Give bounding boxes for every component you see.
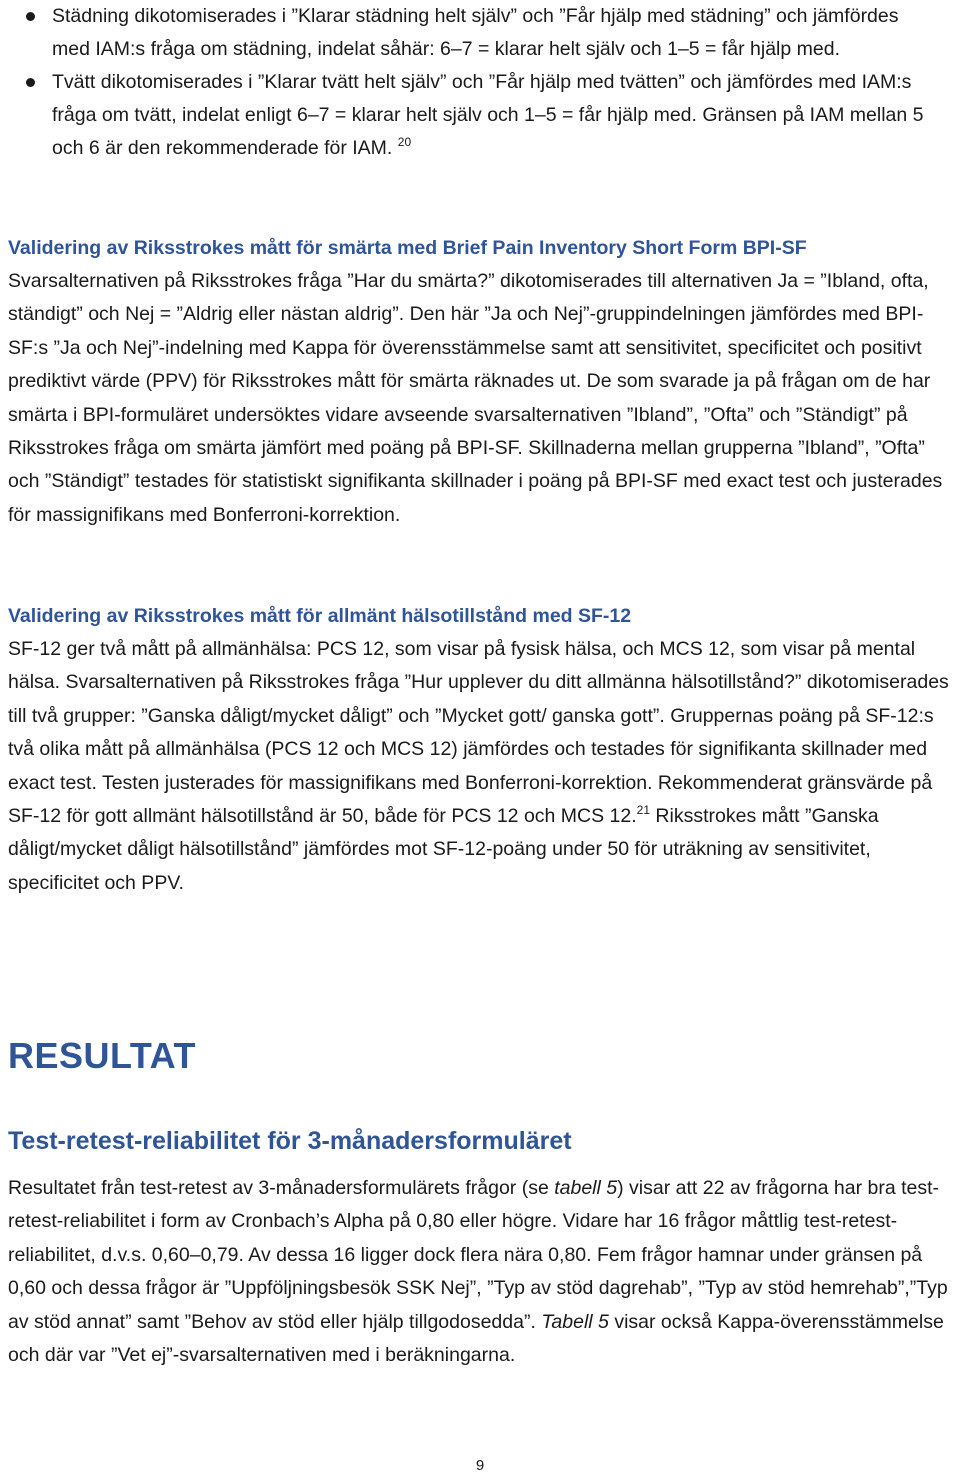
section-heading: Validering av Riksstrokes mått för allmänt hälsotillstånd med SF-12 — [8, 605, 632, 627]
section-body — [8, 633, 960, 900]
section-sf12 — [8, 600, 960, 900]
section-body-text: SF-12 ger två mått på allmänhälsa: PCS 12, som visar på fysisk hälsa, och MCS 12, som visar på mental hälsa. Svarsalternativen på Riksstrokes fråga ”Hur upplever du ditt allmänna hälsotillstånd?” dikotomiserades till två grupper: ”Ganska dåligt/mycket dåligt” och ”Mycket gott/ ganska gott”. Gruppernas poäng på SF-12:s två olika mått på allmänhälsa (PCS 12 och MCS 12) jämfördes och testades för signifikanta skillnader med exact test. Testen justerades för massignifikans med Bonferroni-korrektion. Rekommenderat gränsvärde på SF-12 för gott allmänt hälsotillstånd är 50, både för PCS 12 och MCS 12. — [8, 638, 949, 828]
section-heading: Validering av Riksstrokes mått för smärta med Brief Pain Inventory Short Form BPI-SF — [8, 237, 807, 259]
table-ref: tabell 5 — [554, 1177, 618, 1199]
footnote-ref: 20 — [397, 135, 412, 149]
results-text: Resultatet från test-retest av 3-månadersformulärets frågor (se — [8, 1177, 555, 1199]
bullet-dot-icon — [26, 12, 35, 21]
section-body: Svarsalternativen på Riksstrokes fråga ”Har du smärta?” dikotomiserades till alternativen Ja = ”Ibland, ofta, ständigt” och Nej = ”Aldrig eller nästan aldrig”. Den här ”Ja och Nej”-gruppindelningen jämfördes med BPI-SF:s ”Ja och Nej”-indelning med Kappa för överensstämmelse samt att sensitivitet, specificitet och positivt prediktivt värde (PPV) för Riksstrokes mått för smärta räknades ut. De som svarade ja på frågan om de har smärta i BPI-formuläret undersöktes vidare avseende svarsalternativen ”Ibland”, ”Ofta” och ”Ständigt” på Riksstrokes fråga om smärta jämfört med poäng på BPI-SF. Skillnaderna mellan grupperna ”Ibland”, ”Ofta” och ”Ständigt” testades för statistiskt signifikanta skillnader i poäng på BPI-SF med exact test och justerades för massignifikans med Bonferroni-korrektion. — [8, 270, 943, 526]
results-heading: RESULTAT — [8, 1035, 196, 1076]
results-body — [8, 1172, 960, 1372]
results-paragraph — [8, 1172, 960, 1372]
section-body-text: Riksstrokes mått ”Ganska dåligt/mycket dåligt hälsotillstånd” jämfördes mot SF-12-poäng under 50 för uträkning av sensitivitet, specificitet och PPV. — [8, 805, 879, 894]
bullet-text: Städning dikotomiserades i ”Klarar städning helt själv” och ”Får hjälp med städning” och jämfördes med IAM:s fråga om städning, indelat såhär: 6–7 = klarar helt själv och 1–5 = får hjälp med. — [52, 5, 899, 60]
results-text: visar också Kappa-överensstämmelse och där var ”Vet ej”-svarsalternativen med i beräkningarna. — [8, 1310, 944, 1367]
results-subheading: Test-retest-reliabilitet för 3-månadersformuläret — [8, 1127, 572, 1155]
section-bpi — [8, 232, 960, 532]
table-ref: Tabell 5 — [541, 1310, 609, 1333]
footnote-ref: 21 — [636, 803, 651, 818]
bullet-dot-icon — [26, 78, 35, 87]
bullet-item — [0, 66, 940, 165]
page-number: 9 — [475, 1457, 485, 1474]
bullet-list — [0, 0, 940, 165]
bullet-item — [0, 0, 940, 66]
results-text: ) visar att 22 av frågorna har bra test-retest-reliabilitet i form av Cronbach’s Alpha på 0,80 eller högre. Vidare har 16 frågor måttlig test-retest-reliabilitet, d.v.s. 0,60–0,79. Av dessa 16 ligger dock flera nära 0,80. Fem frågor hamnar under gränsen på 0,60 och dessa frågor är ”Uppföljningsbesök SSK Nej”, ”Typ av stöd dagrehab”, ”Typ av stöd hemrehab”,”Typ av stöd annat” samt ”Behov av stöd eller hjälp tillgodosedda”. — [8, 1177, 948, 1333]
bullet-text: Tvätt dikotomiserades i ”Klarar tvätt helt själv” och ”Får hjälp med tvätten” och jämfördes med IAM:s fråga om tvätt, indelat enligt 6–7 = klarar helt själv och 1–5 = får hjälp med. Gränsen på IAM mellan 5 och 6 är den rekommenderade för IAM. — [52, 71, 924, 159]
